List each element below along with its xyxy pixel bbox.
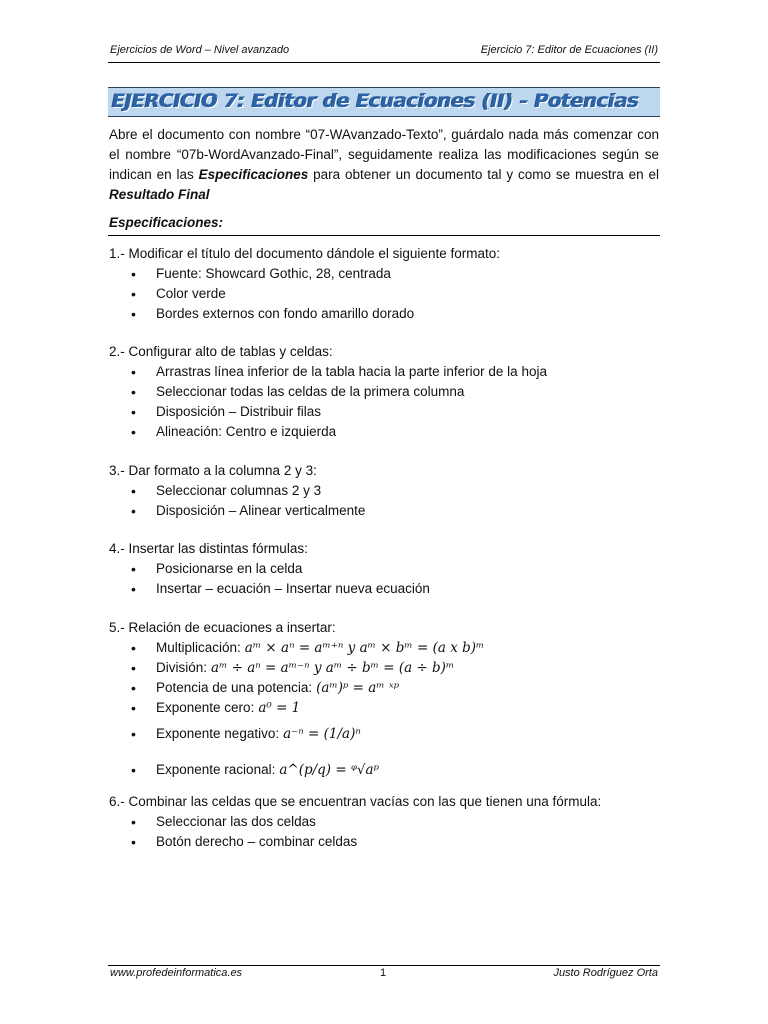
equation-formula: a⁻ⁿ = (1/a)ⁿ [283,726,361,742]
bullet-list [109,559,664,599]
section-heading: 6.- Combinar las celdas que se encuentran vacías con las que tienen una fórmula: [109,794,602,809]
section-2 [109,342,664,442]
section-heading: 1.- Modificar el título del documento dándole el siguiente formato: [109,246,500,261]
equation-item-potencia [109,678,664,698]
bullet-list [109,638,664,790]
section-heading: 3.- Dar formato a la columna 2 y 3: [109,463,317,478]
list-item: • Posicionarse en la celda [109,559,664,579]
equation-formula: a^(p/q) = ᵠ√aᵖ [279,762,379,778]
equation-label: División: [156,660,208,675]
section-4 [109,539,664,599]
equation-label: Exponente racional: [156,762,276,777]
list-item: • Color verde [109,284,664,304]
section-6 [109,792,664,852]
intro-paragraph [109,125,659,205]
exercise-title-banner [108,87,660,117]
equation-formula: (aᵐ)ᵖ = aᵐ ˣᵖ [316,680,400,696]
header-right-text: Ejercicio 7: Editor de Ecuaciones (II) [480,44,658,56]
list-item: • Arrastras línea inferior de la tabla hacia la parte inferior de la hoja [109,362,664,382]
specifications-heading: Especificaciones: [109,215,224,230]
list-item: • Disposición – Distribuir filas [109,402,664,422]
equation-label: Exponente cero: [156,700,255,715]
equation-label: Exponente negativo: [156,726,280,741]
equation-item-division [109,658,664,678]
intro-text-2: para obtener un documento tal y como se muestra en el [308,167,659,182]
list-item: • Fuente: Showcard Gothic, 28, centrada [109,264,664,284]
bullet-list [109,481,664,521]
section-heading: 5.- Relación de ecuaciones a insertar: [109,620,336,635]
page-footer [108,967,660,983]
intro-text-1: Abre el documento con nombre “07-WAvanzado-Texto”, guárdalo nada más comenzar con el nombre “07b-WordAvanzado-Final”, seguidamente realiza las modificaciones según se indican en las [109,127,659,182]
equation-label: Multiplicación: [156,640,241,655]
section-heading: 2.- Configurar alto de tablas y celdas: [109,344,333,359]
header-rule [108,62,660,63]
bullet-list [109,812,664,852]
equation-formula: aᵐ × aⁿ = aᵐ⁺ⁿ y aᵐ × bᵐ = (a x b)ᵐ [244,640,485,656]
section-5 [109,618,664,790]
equation-formula: aᵐ ÷ aⁿ = aᵐ⁻ⁿ y aᵐ ÷ bᵐ = (a ÷ b)ᵐ [211,660,455,676]
list-item: • Bordes externos con fondo amarillo dorado [109,304,664,324]
footer-rule [108,965,660,966]
section-3 [109,461,664,521]
section-1 [109,244,664,324]
equation-item-exponente-cero [109,698,664,718]
page-header [108,42,660,62]
list-item: • Seleccionar columnas 2 y 3 [109,481,664,501]
list-item: • Alineación: Centro e izquierda [109,422,664,442]
page-number: 1 [380,967,387,979]
list-item: • Botón derecho – combinar celdas [109,832,664,852]
intro-bold-resultado-final: Resultado Final [109,187,210,202]
footer-author: Justo Rodríguez Orta [553,967,658,979]
equation-item-exponente-racional [109,754,664,790]
equation-item-multiplicacion [109,638,664,658]
equation-item-exponente-negativo [109,718,664,754]
equation-formula: a⁰ = 1 [258,700,301,716]
section-heading: 4.- Insertar las distintas fórmulas: [109,541,308,556]
intro-bold-especificaciones: Especificaciones [198,167,309,182]
list-item: • Seleccionar las dos celdas [109,812,664,832]
equation-label: Potencia de una potencia: [156,680,313,695]
list-item: • Disposición – Alinear verticalmente [109,501,664,521]
list-item: • Insertar – ecuación – Insertar nueva ecuación [109,579,664,599]
specifications-rule [108,235,660,236]
bullet-list [109,362,664,442]
list-item: • Seleccionar todas las celdas de la primera columna [109,382,664,402]
footer-website: www.profedeinformatica.es [110,967,243,979]
header-left-text: Ejercicios de Word – Nivel avanzado [110,44,290,56]
exercise-title: EJERCICIO 7: Editor de Ecuaciones (II) - Potencias [112,90,639,112]
bullet-list [109,264,664,324]
